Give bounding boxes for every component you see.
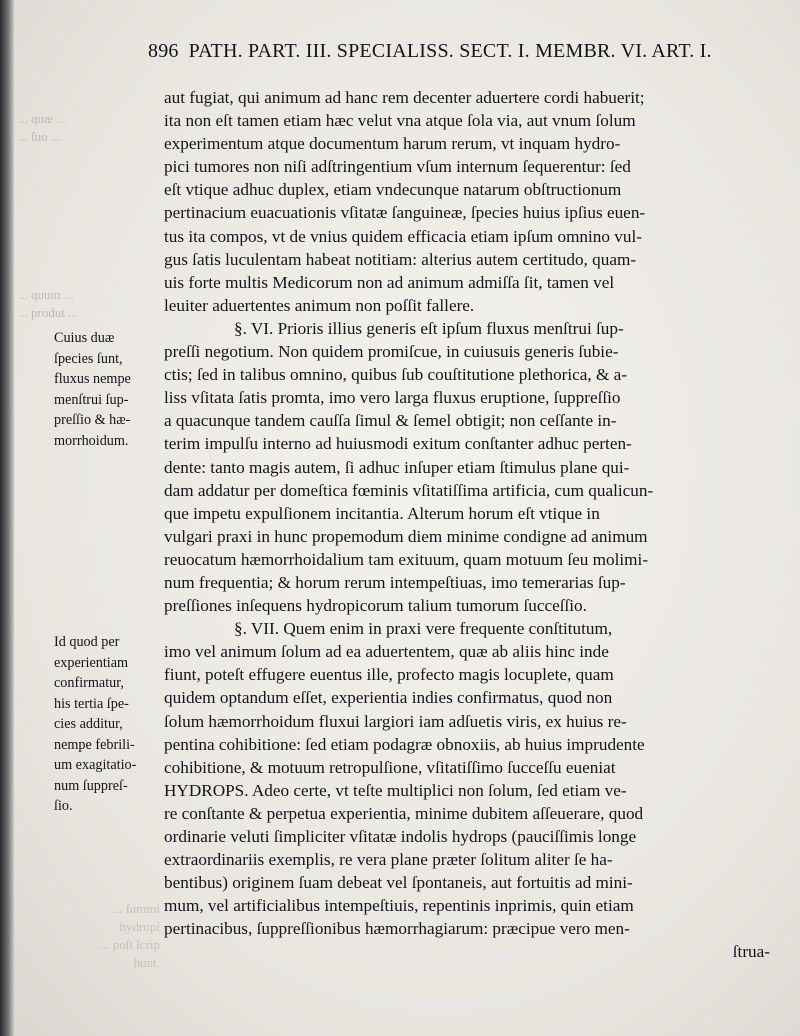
running-header [148,40,788,63]
text-line: ſolum hæmorrhoidum fluxui largiori iam adſuetis viris, ex huius re- [164,711,627,731]
text-line: dam addatur per domeſtica fœminis vſitatiſſima artificia, cum qualicun- [164,480,654,500]
text-line: pertinacibus, ſuppreſſionibus hæmorrhagiarum: præcipue vero men- [164,919,630,939]
text-line: a quacunque tandem cauſſa ſimul & ſemel obtigit; non ceſſante in- [164,411,617,431]
running-title: PATH. PART. III. SPECIALISS. SECT. I. MEMBR. VI. ART. I. [188,40,712,62]
text-line: dente: tanto magis autem, ſi adhuc inſuper etiam ſtimulus plane qui- [164,457,630,477]
book-gutter-shadow [0,0,14,1036]
main-text-block [164,86,770,964]
bleed-line: ... poſt ſcrip [99,937,160,952]
margin-note-line: Cuius duæ [54,330,115,346]
bleed-line: ... quum ... [18,287,74,302]
text-line: HYDROPS. Adeo certe, vt teſte multiplici non ſolum, ſed etiam ve- [164,780,627,800]
margin-note-line: nempe febrili- [54,736,135,753]
margin-note-line: Id quod per [54,634,120,650]
text-line: tus ita compos, vt de vnius quidem efficacia etiam ipſum omnino vul- [164,226,642,246]
margin-note-1 [54,328,160,451]
text-line: mum, vel artificialibus intempeſtiuis, repentinis inprimis, quin etiam [164,896,634,916]
bleed-line: ... ſummi [113,901,160,916]
bleed-line: ... produt ... [18,305,78,320]
margin-note-line: preſſio & hæ- [54,412,131,428]
bleed-line: ... ſuo ... [18,129,61,144]
text-line: pentina cohibitione: ſed etiam podagræ obnoxiis, ab huius imprudente [164,734,645,754]
margin-note-2 [54,632,160,817]
section-heading-line: §. VII. Quem enim in praxi vere frequente conſtitutum, [234,619,613,639]
text-line: eſt vtique adhuc duplex, etiam vndecunque natarum obſtructionum [164,180,622,200]
text-line: quidem optandum eſſet, experientia indies confirmatus, quod non [164,688,613,708]
text-line: pertinacium euacuationis vſitatæ ſanguineæ, ſpecies huius ipſius euen- [164,203,646,223]
margin-note-line: morrhoidum. [54,432,129,449]
margin-note-line: confirmatur, [54,675,124,691]
section-heading-line: §. VI. Prioris illius generis eſt ipſum fluxus menſtrui ſup- [234,318,624,338]
margin-note-line: experientiam [54,654,129,671]
catchword: ſtrua- [732,942,770,962]
bleed-through-middle [18,286,138,322]
text-line: leuiter aduertentes animum non poſſit fallere. [164,295,475,315]
text-line: extraordinariis exemplis, re vera plane præter ſolitum aliter ſe ha- [164,850,613,870]
text-line: pici tumores non niſi adſtringentium vſum internum ſequerentur: ſed [164,157,631,177]
text-line: aut fugiat, qui animum ad hanc rem decenter aduertere cordi habuerit; [164,88,645,107]
bleed-through-top [18,110,138,146]
text-line: imo vel animum ſolum ad ea aduertentem, quæ ab aliis hinc inde [164,642,609,662]
text-line: gus ſatis luculentam habeat notitiam: alterius autem certitudo, quam- [164,249,637,269]
text-line: preſſiones inſequens hydropicorum talium tumorum ſucceſſio. [164,596,587,616]
text-line: terim impulſu interno ad huiusmodi exitum conſtanter adhuc perten- [164,434,632,454]
text-line: reuocatum hæmorrhoidalium tam exituum, quam motuum ſeu molimi- [164,549,649,569]
margin-note-line: num ſuppreſ- [54,777,128,794]
margin-note-line: um exagitatio- [54,757,137,773]
bleed-line: ... quæ ... [18,111,66,126]
margin-note-line: his tertia ſpe- [54,695,129,712]
text-line: preſſi negotium. Non quidem promiſcue, in cuiusuis generis ſubie- [164,342,619,362]
text-line: re conſtante & perpetua experientia, minime dubitem aſſeuerare, quod [164,803,644,823]
margin-note-line: fluxus nempe [54,371,131,387]
margin-note-line: ſpecies ſunt, [54,350,123,367]
text-line: vulgari praxi in hunc propemodum diem minime condigne ad animum [164,526,648,546]
text-line: fiunt, poteſt effugere euentus ille, profecto magis locuplete, quam [164,665,614,685]
text-line: bentibus) originem ſuam debeat vel ſpontaneis, aut fortuitis ad mini- [164,873,633,893]
page-number: 896 [148,40,179,62]
text-line: ordinarie veluti ſimpliciter vſitatæ indolis hydrops (pauciſſimis longe [164,827,637,846]
text-line: experimentum atque documentum harum rerum, vt inquam hydro- [164,134,621,154]
margin-note-line: menſtrui ſup- [54,391,129,408]
bleed-through-bottom [30,900,160,972]
text-line: que impetu expulſionem incitantia. Alterum horum eſt vtique in [164,503,600,523]
margin-note-line: ſio. [54,798,73,814]
bleed-line: hydropi [119,919,160,934]
bleed-line: hunt. [133,955,160,970]
text-line: liss vſitata ſatis promta, imo vero larga fluxus eruptione, ſuppreſſio [164,388,621,408]
text-line: ctis; ſed in talibus omnino, quibus ſub couſtitutione plethorica, & a- [164,365,628,385]
text-line: ita non eſt tamen etiam hæc velut vna atque ſola via, aut vnum ſolum [164,111,636,131]
text-line: uis forte multis Medicorum non ad animum admiſſa ſit, tamen vel [164,272,615,292]
margin-note-line: cies additur, [54,716,123,732]
text-line: num frequentia; & horum rerum intempeſtiuas, imo temerarias ſup- [164,572,626,592]
text-line: cohibitione, & motuum retropulſione, vſitatiſſimo ſucceſſu eueniat [164,757,616,777]
